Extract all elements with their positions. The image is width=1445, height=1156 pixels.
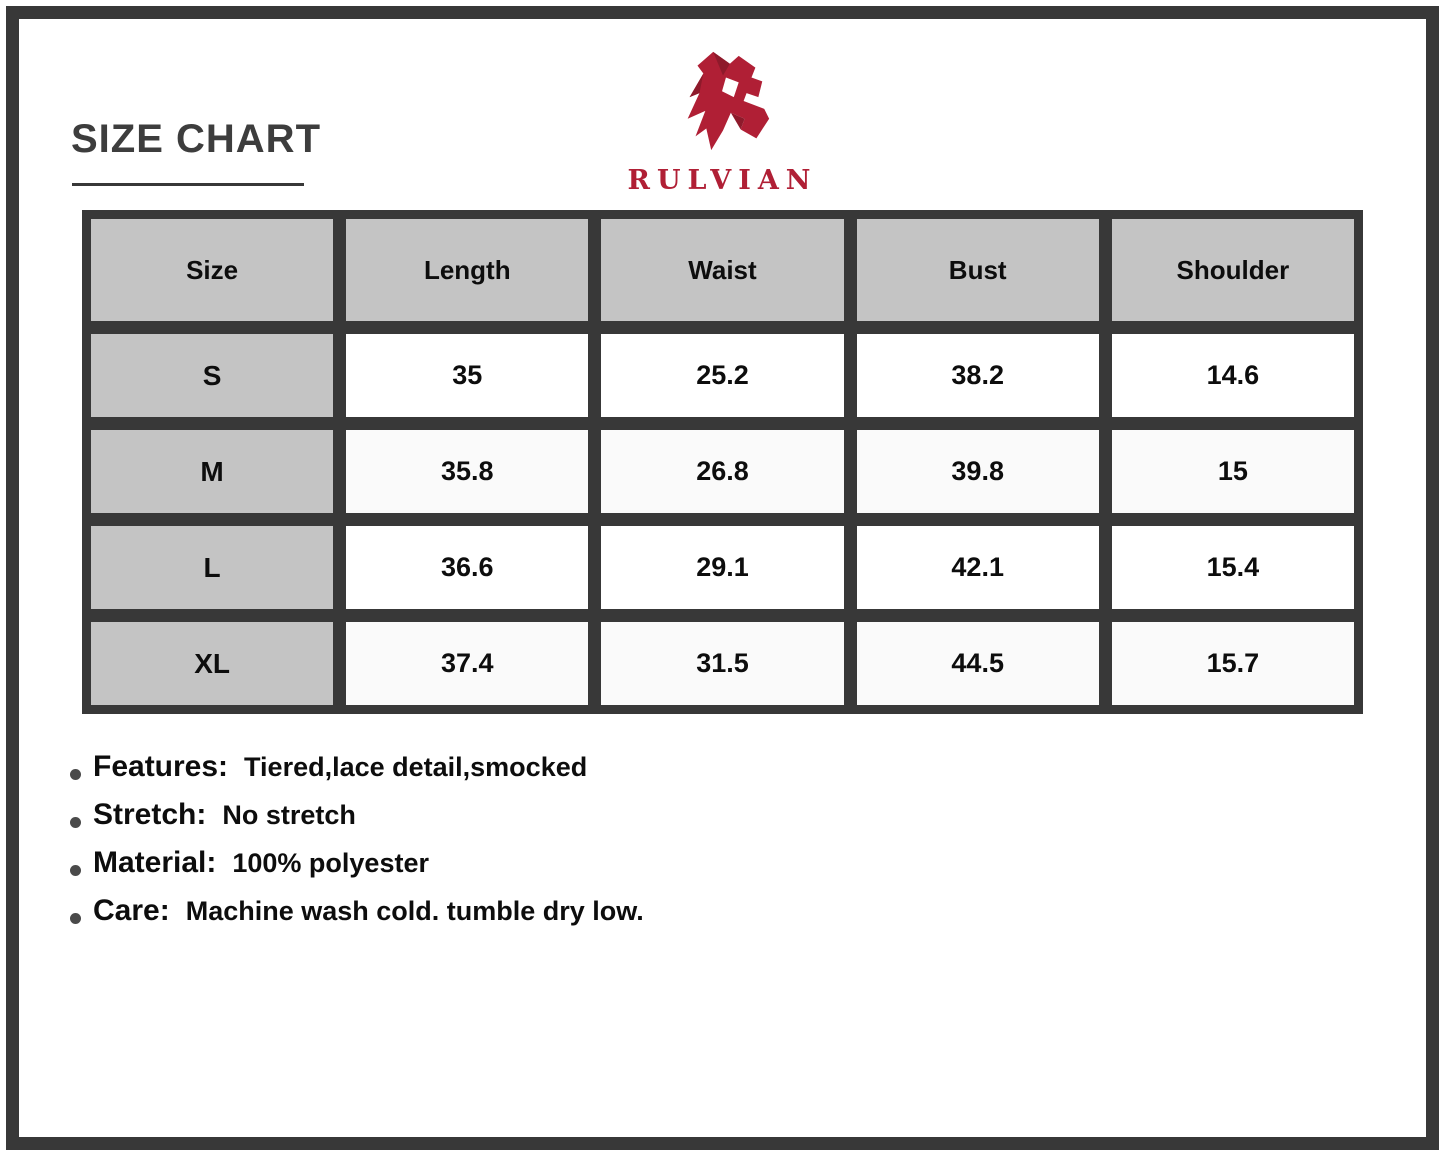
bullet-icon: [70, 817, 81, 828]
row-l-waist: 29.1: [601, 526, 843, 609]
detail-label: Material:: [93, 846, 217, 879]
row-l-label: L: [91, 526, 333, 609]
detail-value: No stretch: [222, 800, 356, 830]
row-xl-waist: 31.5: [601, 622, 843, 705]
column-header-length: Length: [346, 219, 588, 321]
bullet-icon: [70, 865, 81, 876]
row-m-bust: 39.8: [857, 430, 1099, 513]
column-header-shoulder: Shoulder: [1112, 219, 1354, 321]
row-l-shoulder: 15.4: [1112, 526, 1354, 609]
list-item-care: [70, 894, 644, 942]
bullet-icon: [70, 913, 81, 924]
row-s-label: S: [91, 334, 333, 417]
detail-label: Care:: [93, 894, 170, 927]
row-s-shoulder: 14.6: [1112, 334, 1354, 417]
list-item-stretch: [70, 798, 644, 846]
row-s-length: 35: [346, 334, 588, 417]
row-xl-shoulder: 15.7: [1112, 622, 1354, 705]
detail-value: Tiered,lace detail,smocked: [244, 752, 588, 782]
column-header-size: Size: [91, 219, 333, 321]
detail-label: Stretch:: [93, 798, 207, 831]
brand-logo-r-icon: [673, 48, 773, 156]
row-xl-length: 37.4: [346, 622, 588, 705]
detail-value: Machine wash cold. tumble dry low.: [185, 896, 644, 926]
column-header-bust: Bust: [857, 219, 1099, 321]
brand-name: RULVIAN: [627, 165, 818, 196]
brand-block: [0, 48, 1445, 196]
detail-label: Features:: [93, 750, 229, 783]
row-m-label: M: [91, 430, 333, 513]
row-s-bust: 38.2: [857, 334, 1099, 417]
row-m-shoulder: 15: [1112, 430, 1354, 513]
column-header-waist: Waist: [601, 219, 843, 321]
row-l-length: 36.6: [346, 526, 588, 609]
bullet-icon: [70, 769, 81, 780]
row-xl-bust: 44.5: [857, 622, 1099, 705]
page-title: SIZE CHART: [71, 117, 321, 161]
row-l-bust: 42.1: [857, 526, 1099, 609]
row-m-length: 35.8: [346, 430, 588, 513]
row-xl-label: XL: [91, 622, 333, 705]
row-s-waist: 25.2: [601, 334, 843, 417]
list-item-features: [70, 750, 644, 798]
product-details-list: [70, 750, 644, 942]
list-item-material: [70, 846, 644, 894]
row-m-waist: 26.8: [601, 430, 843, 513]
detail-value: 100% polyester: [232, 848, 429, 878]
size-chart-table: [82, 210, 1363, 714]
